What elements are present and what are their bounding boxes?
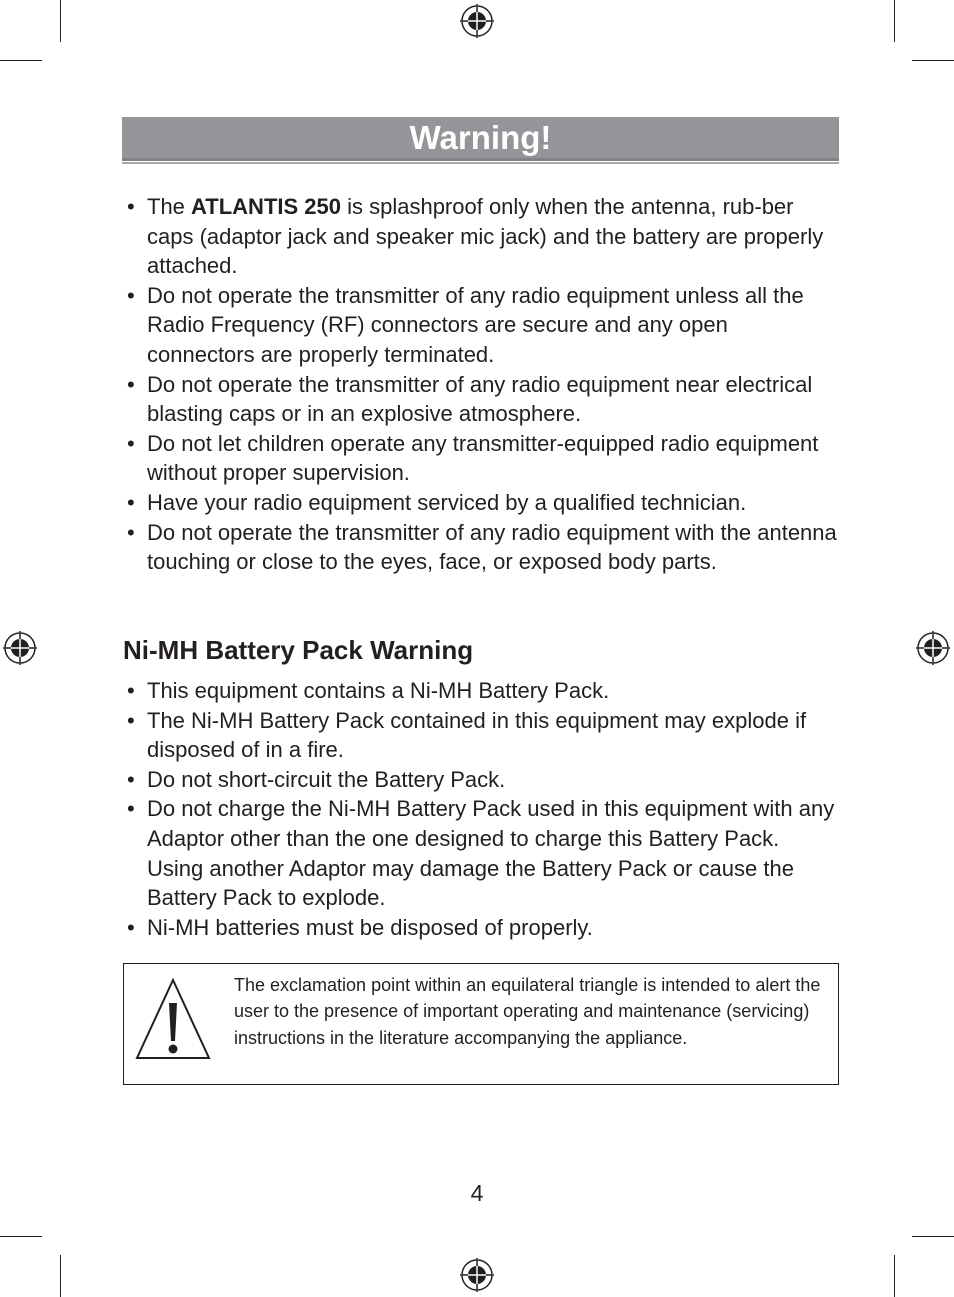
list-item bbox=[123, 794, 839, 912]
list-item bbox=[123, 765, 839, 795]
list-item bbox=[123, 192, 839, 281]
registration-mark-icon bbox=[3, 631, 37, 665]
item-text: Have your radio equipment serviced by a qualified technician. bbox=[147, 489, 747, 515]
item-text-prefix: The bbox=[147, 194, 192, 219]
bullet: • bbox=[127, 678, 135, 703]
list-item bbox=[123, 913, 839, 943]
warning-banner bbox=[122, 117, 839, 161]
crop-mark bbox=[60, 1255, 61, 1297]
list-item bbox=[123, 518, 839, 577]
crop-mark bbox=[912, 1236, 954, 1237]
item-text: Do not let children operate any transmitter-equipped radio equipment without proper supervision. bbox=[147, 430, 819, 486]
crop-mark bbox=[894, 1255, 895, 1297]
bullet: • bbox=[127, 766, 135, 792]
list-item bbox=[123, 429, 839, 488]
list-item bbox=[123, 488, 839, 518]
registration-mark-icon bbox=[460, 4, 494, 38]
item-text: Ni-MH batteries must be disposed of properly. bbox=[147, 914, 593, 940]
registration-mark-icon bbox=[460, 1258, 494, 1292]
crop-mark bbox=[0, 60, 42, 61]
list-item bbox=[123, 706, 839, 765]
banner-title: Warning! bbox=[409, 119, 552, 156]
item-text: Do not operate the transmitter of any radio equipment with the antenna touching or close to the eyes, face, or exposed body parts. bbox=[147, 519, 837, 575]
product-name: ATLANTIS 250 bbox=[191, 194, 341, 219]
item-text: Do not operate the transmitter of any radio equipment unless all the Radio Frequency (RF) connectors are secure and any open connectors are properly terminated. bbox=[147, 282, 804, 367]
battery-warning-list bbox=[123, 676, 839, 942]
bullet: • bbox=[127, 796, 135, 822]
crop-mark bbox=[60, 0, 61, 42]
exclamation-triangle-icon bbox=[135, 977, 211, 1061]
bullet: • bbox=[127, 707, 135, 733]
bullet: • bbox=[127, 371, 135, 397]
item-text: Do not charge the Ni-MH Battery Pack used in this equipment with any Adaptor other than the one designed to charge this Battery Pack. Using another Adaptor may damage the Battery Pack or cause the Battery Pack to explode. bbox=[147, 796, 835, 911]
registration-mark-icon bbox=[916, 631, 950, 665]
bullet: • bbox=[127, 194, 135, 219]
page-number: 4 bbox=[470, 1180, 484, 1206]
list-item bbox=[123, 370, 839, 429]
crop-mark bbox=[912, 60, 954, 61]
crop-mark bbox=[894, 0, 895, 42]
list-item bbox=[123, 281, 839, 370]
bullet: • bbox=[127, 489, 135, 515]
bullet: • bbox=[127, 519, 135, 545]
section-heading: Ni-MH Battery Pack Warning bbox=[123, 635, 474, 665]
crop-mark bbox=[0, 1236, 42, 1237]
bullet: • bbox=[127, 914, 135, 940]
item-text: The Ni-MH Battery Pack contained in this equipment may explode if disposed of in a fire. bbox=[147, 707, 807, 763]
item-text: Do not short-circuit the Battery Pack. bbox=[147, 766, 506, 792]
bullet: • bbox=[127, 282, 135, 308]
list-item bbox=[123, 676, 839, 706]
item-text: This equipment contains a Ni-MH Battery Pack. bbox=[147, 678, 610, 703]
notice-box bbox=[123, 963, 839, 1085]
item-text-suffix: is splashproof only when the antenna, rub-ber caps (adaptor jack and speaker mic jack) and the battery are properly attached. bbox=[147, 194, 824, 279]
bullet: • bbox=[127, 430, 135, 456]
notice-text: The exclamation point within an equilateral triangle is intended to alert the user to the presence of important operating and maintenance (servicing) instructions in the literature accompanying the appliance. bbox=[234, 975, 821, 1048]
item-text: Do not operate the transmitter of any radio equipment near electrical blasting caps or in an explosive atmosphere. bbox=[147, 371, 813, 427]
warning-list bbox=[123, 192, 839, 577]
banner-rule bbox=[122, 162, 839, 164]
